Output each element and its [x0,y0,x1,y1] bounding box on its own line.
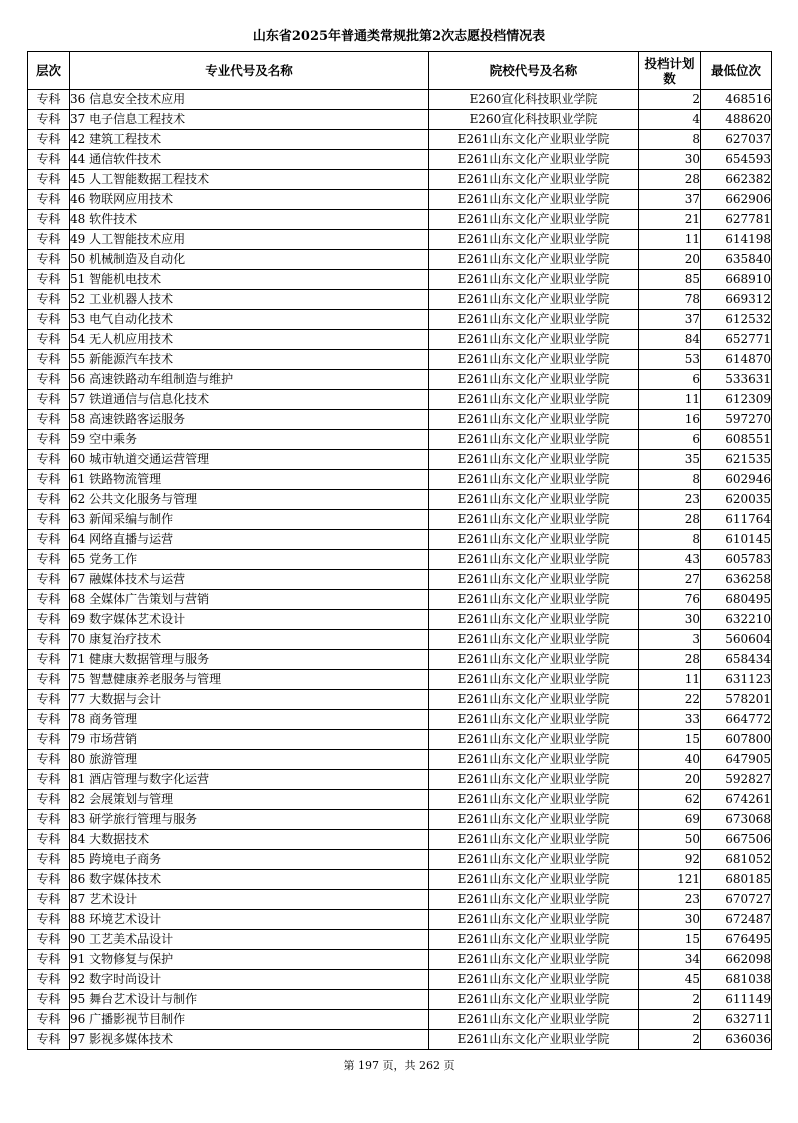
cell-major: 75 智慧健康养老服务与管理 [70,670,429,690]
cell-school: E261山东文化产业职业学院 [429,350,639,370]
cell-level: 专科 [28,350,70,370]
cell-school: E261山东文化产业职业学院 [429,590,639,610]
cell-school: E261山东文化产业职业学院 [429,490,639,510]
cell-major: 56 高速铁路动车组制造与维护 [70,370,429,390]
cell-level: 专科 [28,810,70,830]
cell-level: 专科 [28,970,70,990]
cell-level: 专科 [28,330,70,350]
cell-level: 专科 [28,950,70,970]
table-row [28,270,772,290]
cell-level: 专科 [28,730,70,750]
cell-level: 专科 [28,770,70,790]
cell-major: 88 环境艺术设计 [70,910,429,930]
table-row [28,510,772,530]
cell-plan: 33 [639,710,701,730]
table-row [28,590,772,610]
cell-rank: 658434 [701,650,772,670]
cell-school: E261山东文化产业职业学院 [429,210,639,230]
table-row [28,150,772,170]
cell-plan: 3 [639,630,701,650]
table-row [28,350,772,370]
cell-rank: 605783 [701,550,772,570]
cell-school: E261山东文化产业职业学院 [429,890,639,910]
cell-school: E261山东文化产业职业学院 [429,570,639,590]
cell-major: 97 影视多媒体技术 [70,1030,429,1050]
cell-plan: 30 [639,910,701,930]
table-row [28,630,772,650]
cell-school: E261山东文化产业职业学院 [429,450,639,470]
cell-plan: 50 [639,830,701,850]
cell-rank: 664772 [701,710,772,730]
cell-level: 专科 [28,870,70,890]
table-row [28,370,772,390]
cell-level: 专科 [28,570,70,590]
cell-major: 48 软件技术 [70,210,429,230]
cell-level: 专科 [28,630,70,650]
cell-level: 专科 [28,370,70,390]
cell-rank: 662906 [701,190,772,210]
cell-rank: 636258 [701,570,772,590]
cell-level: 专科 [28,910,70,930]
table-row [28,210,772,230]
cell-plan: 40 [639,750,701,770]
cell-plan: 28 [639,650,701,670]
cell-school: E261山东文化产业职业学院 [429,630,639,650]
table-row [28,810,772,830]
table-row [28,850,772,870]
cell-level: 专科 [28,590,70,610]
cell-school: E261山东文化产业职业学院 [429,550,639,570]
cell-plan: 62 [639,790,701,810]
cell-plan: 8 [639,470,701,490]
cell-school: E261山东文化产业职业学院 [429,370,639,390]
cell-level: 专科 [28,190,70,210]
cell-rank: 578201 [701,690,772,710]
cell-rank: 614870 [701,350,772,370]
table-row [28,970,772,990]
cell-rank: 607800 [701,730,772,750]
cell-plan: 69 [639,810,701,830]
table-row [28,310,772,330]
cell-plan: 11 [639,390,701,410]
table-row [28,1010,772,1030]
cell-rank: 632711 [701,1010,772,1030]
cell-plan: 8 [639,130,701,150]
header-rank: 最低位次 [701,52,772,90]
cell-rank: 667506 [701,830,772,850]
cell-plan: 92 [639,850,701,870]
cell-level: 专科 [28,130,70,150]
table-row [28,430,772,450]
table-row [28,690,772,710]
table-row [28,670,772,690]
cell-major: 59 空中乘务 [70,430,429,450]
cell-major: 53 电气自动化技术 [70,310,429,330]
cell-level: 专科 [28,750,70,770]
cell-rank: 611764 [701,510,772,530]
cell-plan: 53 [639,350,701,370]
cell-major: 60 城市轨道交通运营管理 [70,450,429,470]
header-plan: 投档计划数 [639,52,701,90]
cell-rank: 654593 [701,150,772,170]
cell-rank: 621535 [701,450,772,470]
table-row [28,1030,772,1050]
cell-plan: 2 [639,990,701,1010]
cell-major: 45 人工智能数据工程技术 [70,170,429,190]
cell-rank: 612309 [701,390,772,410]
cell-school: E261山东文化产业职业学院 [429,790,639,810]
cell-plan: 30 [639,610,701,630]
cell-school: E261山东文化产业职业学院 [429,430,639,450]
cell-major: 64 网络直播与运营 [70,530,429,550]
cell-plan: 6 [639,370,701,390]
cell-level: 专科 [28,850,70,870]
cell-school: E261山东文化产业职业学院 [429,990,639,1010]
cell-level: 专科 [28,290,70,310]
cell-rank: 592827 [701,770,772,790]
cell-plan: 34 [639,950,701,970]
cell-rank: 631123 [701,670,772,690]
cell-rank: 612532 [701,310,772,330]
cell-rank: 533631 [701,370,772,390]
admission-table [27,51,772,1050]
cell-plan: 15 [639,930,701,950]
cell-rank: 681038 [701,970,772,990]
cell-school: E261山东文化产业职业学院 [429,170,639,190]
cell-school: E261山东文化产业职业学院 [429,310,639,330]
cell-major: 91 文物修复与保护 [70,950,429,970]
cell-plan: 78 [639,290,701,310]
cell-plan: 4 [639,110,701,130]
cell-plan: 37 [639,190,701,210]
cell-school: E261山东文化产业职业学院 [429,870,639,890]
cell-school: E261山东文化产业职业学院 [429,530,639,550]
page-footer: 第 197 页，共 262 页 [343,1059,455,1072]
cell-plan: 22 [639,690,701,710]
cell-major: 71 健康大数据管理与服务 [70,650,429,670]
cell-level: 专科 [28,1030,70,1050]
cell-major: 55 新能源汽车技术 [70,350,429,370]
table-row [28,710,772,730]
table-row [28,190,772,210]
table-row [28,830,772,850]
cell-plan: 76 [639,590,701,610]
cell-major: 68 全媒体广告策划与营销 [70,590,429,610]
cell-rank: 668910 [701,270,772,290]
cell-plan: 2 [639,90,701,110]
cell-school: E261山东文化产业职业学院 [429,150,639,170]
cell-level: 专科 [28,450,70,470]
cell-major: 67 融媒体技术与运营 [70,570,429,590]
table-row [28,410,772,430]
cell-rank: 673068 [701,810,772,830]
cell-major: 96 广播影视节目制作 [70,1010,429,1030]
cell-rank: 614198 [701,230,772,250]
cell-major: 50 机械制造及自动化 [70,250,429,270]
cell-school: E261山东文化产业职业学院 [429,610,639,630]
cell-school: E261山东文化产业职业学院 [429,930,639,950]
table-row [28,170,772,190]
cell-school: E261山东文化产业职业学院 [429,730,639,750]
cell-major: 77 大数据与会计 [70,690,429,710]
table-row [28,570,772,590]
table-row [28,750,772,770]
cell-level: 专科 [28,930,70,950]
cell-level: 专科 [28,610,70,630]
cell-plan: 28 [639,170,701,190]
cell-major: 54 无人机应用技术 [70,330,429,350]
cell-level: 专科 [28,990,70,1010]
cell-plan: 20 [639,250,701,270]
cell-school: E261山东文化产业职业学院 [429,330,639,350]
cell-school: E261山东文化产业职业学院 [429,970,639,990]
table-row [28,250,772,270]
cell-major: 79 市场营销 [70,730,429,750]
table-row [28,450,772,470]
cell-major: 44 通信软件技术 [70,150,429,170]
cell-major: 57 铁道通信与信息化技术 [70,390,429,410]
cell-plan: 11 [639,230,701,250]
cell-level: 专科 [28,470,70,490]
cell-school: E261山东文化产业职业学院 [429,670,639,690]
cell-school: E261山东文化产业职业学院 [429,130,639,150]
cell-major: 80 旅游管理 [70,750,429,770]
cell-rank: 672487 [701,910,772,930]
table-row [28,730,772,750]
cell-rank: 669312 [701,290,772,310]
cell-plan: 27 [639,570,701,590]
cell-level: 专科 [28,650,70,670]
cell-level: 专科 [28,790,70,810]
cell-rank: 674261 [701,790,772,810]
cell-rank: 627037 [701,130,772,150]
cell-school: E261山东文化产业职业学院 [429,470,639,490]
table-row [28,530,772,550]
cell-major: 58 高速铁路客运服务 [70,410,429,430]
cell-major: 78 商务管理 [70,710,429,730]
cell-major: 52 工业机器人技术 [70,290,429,310]
table-row [28,950,772,970]
cell-plan: 28 [639,510,701,530]
table-row [28,290,772,310]
cell-plan: 45 [639,970,701,990]
cell-plan: 43 [639,550,701,570]
cell-rank: 676495 [701,930,772,950]
cell-level: 专科 [28,230,70,250]
cell-level: 专科 [28,430,70,450]
cell-school: E261山东文化产业职业学院 [429,750,639,770]
cell-rank: 597270 [701,410,772,430]
cell-level: 专科 [28,110,70,130]
cell-major: 83 研学旅行管理与服务 [70,810,429,830]
cell-rank: 662098 [701,950,772,970]
cell-school: E261山东文化产业职业学院 [429,850,639,870]
cell-plan: 11 [639,670,701,690]
cell-plan: 2 [639,1030,701,1050]
cell-major: 82 会展策划与管理 [70,790,429,810]
cell-plan: 23 [639,890,701,910]
cell-rank: 636036 [701,1030,772,1050]
cell-school: E261山东文化产业职业学院 [429,650,639,670]
cell-rank: 662382 [701,170,772,190]
table-row [28,130,772,150]
cell-school: E261山东文化产业职业学院 [429,390,639,410]
cell-school: E261山东文化产业职业学院 [429,910,639,930]
cell-rank: 611149 [701,990,772,1010]
cell-major: 92 数字时尚设计 [70,970,429,990]
cell-level: 专科 [28,690,70,710]
cell-school: E261山东文化产业职业学院 [429,690,639,710]
cell-level: 专科 [28,270,70,290]
cell-major: 49 人工智能技术应用 [70,230,429,250]
cell-major: 90 工艺美术品设计 [70,930,429,950]
table-row [28,770,772,790]
cell-level: 专科 [28,90,70,110]
table-row [28,930,772,950]
table-row [28,330,772,350]
cell-plan: 85 [639,270,701,290]
cell-plan: 23 [639,490,701,510]
cell-school: E261山东文化产业职业学院 [429,950,639,970]
cell-plan: 8 [639,530,701,550]
cell-major: 37 电子信息工程技术 [70,110,429,130]
cell-rank: 610145 [701,530,772,550]
cell-major: 63 新闻采编与制作 [70,510,429,530]
cell-level: 专科 [28,410,70,430]
header-major: 专业代号及名称 [70,52,429,90]
cell-plan: 21 [639,210,701,230]
cell-plan: 2 [639,1010,701,1030]
cell-level: 专科 [28,710,70,730]
cell-level: 专科 [28,890,70,910]
table-row [28,550,772,570]
table-row [28,790,772,810]
cell-school: E261山东文化产业职业学院 [429,270,639,290]
cell-rank: 647905 [701,750,772,770]
cell-rank: 635840 [701,250,772,270]
cell-school: E260宣化科技职业学院 [429,110,639,130]
cell-major: 46 物联网应用技术 [70,190,429,210]
table-row [28,470,772,490]
cell-level: 专科 [28,390,70,410]
cell-major: 51 智能机电技术 [70,270,429,290]
cell-level: 专科 [28,310,70,330]
table-header-row [28,52,772,90]
table-row [28,990,772,1010]
cell-plan: 84 [639,330,701,350]
cell-plan: 30 [639,150,701,170]
cell-major: 70 康复治疗技术 [70,630,429,650]
cell-rank: 560604 [701,630,772,650]
cell-major: 81 酒店管理与数字化运营 [70,770,429,790]
cell-level: 专科 [28,210,70,230]
cell-level: 专科 [28,830,70,850]
cell-rank: 681052 [701,850,772,870]
table-row [28,110,772,130]
cell-school: E261山东文化产业职业学院 [429,810,639,830]
cell-school: E261山东文化产业职业学院 [429,190,639,210]
cell-rank: 468516 [701,90,772,110]
cell-rank: 632210 [701,610,772,630]
cell-major: 86 数字媒体技术 [70,870,429,890]
cell-rank: 627781 [701,210,772,230]
cell-major: 36 信息安全技术应用 [70,90,429,110]
cell-level: 专科 [28,1010,70,1030]
header-school: 院校代号及名称 [429,52,639,90]
cell-school: E261山东文化产业职业学院 [429,250,639,270]
cell-school: E261山东文化产业职业学院 [429,230,639,250]
cell-plan: 37 [639,310,701,330]
table-row [28,870,772,890]
cell-rank: 670727 [701,890,772,910]
cell-level: 专科 [28,490,70,510]
cell-rank: 680185 [701,870,772,890]
cell-rank: 602946 [701,470,772,490]
cell-level: 专科 [28,170,70,190]
cell-rank: 680495 [701,590,772,610]
cell-school: E261山东文化产业职业学院 [429,710,639,730]
cell-major: 62 公共文化服务与管理 [70,490,429,510]
cell-level: 专科 [28,550,70,570]
cell-rank: 488620 [701,110,772,130]
cell-level: 专科 [28,510,70,530]
document-title: 山东省2025年普通类常规批第2次志愿投档情况表 [252,29,546,44]
cell-rank: 608551 [701,430,772,450]
cell-school: E261山东文化产业职业学院 [429,410,639,430]
cell-school: E261山东文化产业职业学院 [429,770,639,790]
cell-major: 87 艺术设计 [70,890,429,910]
cell-major: 61 铁路物流管理 [70,470,429,490]
cell-plan: 20 [639,770,701,790]
cell-major: 85 跨境电子商务 [70,850,429,870]
table-row [28,490,772,510]
cell-rank: 652771 [701,330,772,350]
cell-school: E261山东文化产业职业学院 [429,1030,639,1050]
cell-school: E261山东文化产业职业学院 [429,1010,639,1030]
table-row [28,890,772,910]
cell-plan: 16 [639,410,701,430]
header-level: 层次 [28,52,70,90]
cell-major: 42 建筑工程技术 [70,130,429,150]
cell-plan: 121 [639,870,701,890]
cell-level: 专科 [28,150,70,170]
table-row [28,910,772,930]
cell-school: E260宣化科技职业学院 [429,90,639,110]
cell-major: 69 数字媒体艺术设计 [70,610,429,630]
cell-school: E261山东文化产业职业学院 [429,510,639,530]
table-row [28,390,772,410]
table-row [28,650,772,670]
cell-major: 65 党务工作 [70,550,429,570]
table-row [28,610,772,630]
cell-school: E261山东文化产业职业学院 [429,290,639,310]
cell-level: 专科 [28,530,70,550]
cell-major: 84 大数据技术 [70,830,429,850]
table-row [28,90,772,110]
cell-level: 专科 [28,670,70,690]
cell-plan: 35 [639,450,701,470]
cell-plan: 6 [639,430,701,450]
cell-level: 专科 [28,250,70,270]
cell-plan: 15 [639,730,701,750]
cell-rank: 620035 [701,490,772,510]
cell-school: E261山东文化产业职业学院 [429,830,639,850]
table-row [28,230,772,250]
cell-major: 95 舞台艺术设计与制作 [70,990,429,1010]
